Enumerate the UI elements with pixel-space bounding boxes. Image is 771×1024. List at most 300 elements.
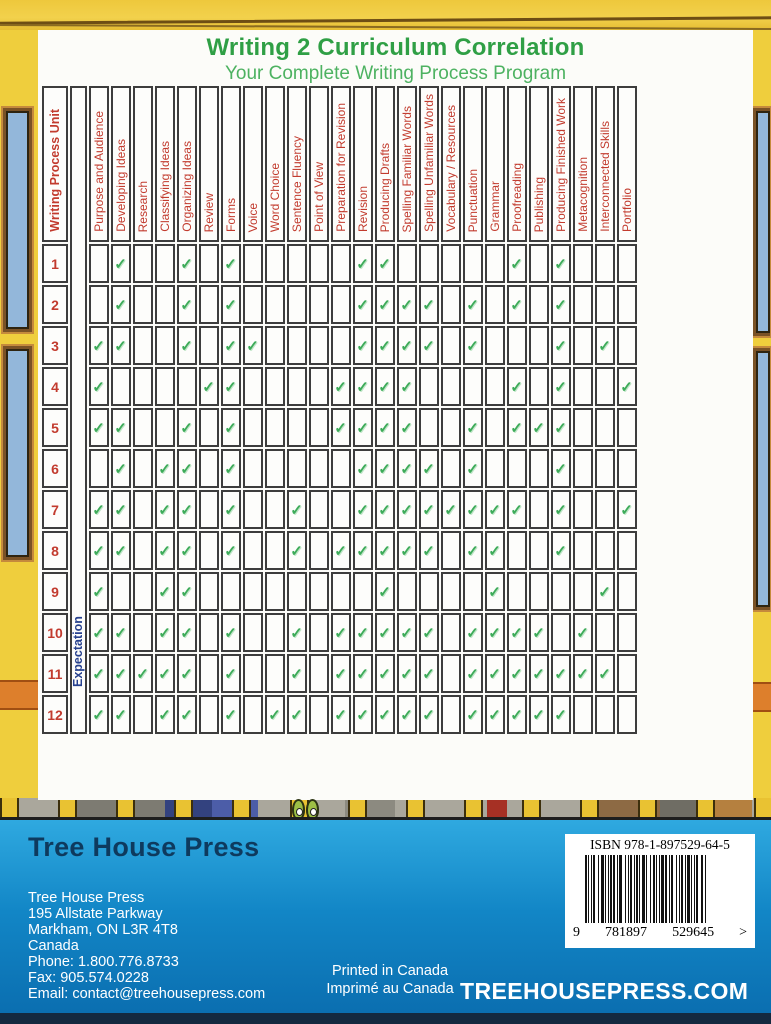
column-header — [133, 86, 153, 242]
check-cell: ✓ — [331, 408, 351, 447]
empty-cell — [485, 285, 505, 324]
empty-cell — [133, 613, 153, 652]
empty-cell — [243, 408, 263, 447]
barcode-digit-group: 781897 — [605, 925, 648, 940]
check-cell: ✓ — [551, 285, 571, 324]
barcode-bar — [669, 855, 670, 923]
empty-cell — [353, 572, 373, 611]
check-cell: ✓ — [529, 408, 549, 447]
window-pane — [753, 108, 770, 336]
column-header-label: Voice — [245, 202, 260, 232]
check-cell: ✓ — [419, 326, 439, 365]
unit-number: 1 — [42, 244, 68, 283]
empty-cell — [309, 285, 329, 324]
unit-number: 2 — [42, 285, 68, 324]
empty-cell — [199, 285, 219, 324]
empty-cell — [441, 613, 461, 652]
column-header-label: Point of View — [311, 162, 326, 232]
check-cell: ✓ — [155, 613, 175, 652]
check-cell: ✓ — [111, 531, 131, 570]
check-cell: ✓ — [441, 490, 461, 529]
empty-cell — [155, 367, 175, 406]
empty-cell — [441, 408, 461, 447]
check-cell: ✓ — [155, 490, 175, 529]
empty-cell — [111, 572, 131, 611]
check-cell: ✓ — [573, 654, 593, 693]
empty-cell — [419, 572, 439, 611]
check-cell: ✓ — [397, 490, 417, 529]
empty-cell — [529, 449, 549, 488]
check-cell: ✓ — [177, 326, 197, 365]
empty-cell — [331, 285, 351, 324]
check-cell: ✓ — [375, 490, 395, 529]
check-cell: ✓ — [353, 531, 373, 570]
check-cell: ✓ — [89, 572, 109, 611]
check-cell: ✓ — [111, 654, 131, 693]
check-cell: ✓ — [155, 572, 175, 611]
check-cell: ✓ — [397, 285, 417, 324]
column-header — [529, 86, 549, 242]
empty-cell — [243, 449, 263, 488]
page-subtitle: Your Complete Writing Process Program — [224, 63, 567, 84]
check-cell: ✓ — [287, 613, 307, 652]
check-cell: ✓ — [419, 654, 439, 693]
check-cell: ✓ — [463, 285, 483, 324]
table-row — [42, 326, 637, 365]
table-row — [42, 572, 637, 611]
check-cell: ✓ — [397, 531, 417, 570]
check-cell: ✓ — [177, 695, 197, 734]
check-cell: ✓ — [177, 244, 197, 283]
check-cell: ✓ — [221, 285, 241, 324]
check-cell: ✓ — [331, 695, 351, 734]
check-cell: ✓ — [595, 326, 615, 365]
empty-cell — [199, 326, 219, 365]
column-header — [243, 86, 263, 242]
column-header-label: Proofreading — [509, 163, 524, 232]
check-cell: ✓ — [375, 244, 395, 283]
table-row — [42, 654, 637, 693]
empty-cell — [243, 367, 263, 406]
empty-cell — [199, 408, 219, 447]
empty-cell — [595, 531, 615, 570]
empty-cell — [397, 572, 417, 611]
empty-cell — [287, 367, 307, 406]
empty-cell — [485, 449, 505, 488]
empty-cell — [309, 490, 329, 529]
check-cell: ✓ — [463, 695, 483, 734]
column-header — [287, 86, 307, 242]
empty-cell — [309, 326, 329, 365]
barcode-bar — [619, 855, 622, 923]
column-header-label: Preparation for Revision — [333, 103, 348, 232]
empty-cell — [485, 326, 505, 365]
empty-cell — [529, 572, 549, 611]
barcode-bar — [659, 855, 660, 923]
check-cell: ✓ — [89, 490, 109, 529]
check-cell: ✓ — [111, 695, 131, 734]
column-header-label: Word Choice — [267, 162, 282, 232]
check-cell: ✓ — [221, 449, 241, 488]
check-cell: ✓ — [485, 572, 505, 611]
check-cell: ✓ — [177, 449, 197, 488]
empty-cell — [529, 490, 549, 529]
empty-cell — [89, 449, 109, 488]
check-cell: ✓ — [111, 285, 131, 324]
check-cell: ✓ — [221, 654, 241, 693]
check-cell: ✓ — [463, 326, 483, 365]
check-cell: ✓ — [221, 326, 241, 365]
check-cell: ✓ — [177, 490, 197, 529]
unit-number: 5 — [42, 408, 68, 447]
corner-header — [42, 86, 68, 242]
empty-cell — [485, 408, 505, 447]
strip-patch — [660, 798, 700, 820]
check-cell: ✓ — [89, 695, 109, 734]
check-cell: ✓ — [507, 490, 527, 529]
empty-cell — [133, 490, 153, 529]
empty-cell — [243, 572, 263, 611]
table-row — [42, 367, 637, 406]
empty-cell — [133, 285, 153, 324]
check-cell: ✓ — [89, 408, 109, 447]
isbn-barcode — [565, 834, 755, 948]
check-cell: ✓ — [551, 531, 571, 570]
text-line: Phone: 1.800.776.8733 — [28, 954, 179, 970]
empty-cell — [331, 572, 351, 611]
check-cell: ✓ — [375, 408, 395, 447]
empty-cell — [221, 572, 241, 611]
empty-cell — [441, 695, 461, 734]
check-cell: ✓ — [265, 695, 285, 734]
empty-cell — [265, 613, 285, 652]
column-header-label: Spelling Familiar Words — [399, 105, 414, 232]
empty-cell — [331, 244, 351, 283]
unit-number: 9 — [42, 572, 68, 611]
empty-cell — [573, 408, 593, 447]
empty-cell — [309, 367, 329, 406]
table-row — [42, 449, 637, 488]
barcode-bar — [598, 855, 599, 923]
empty-cell — [507, 449, 527, 488]
check-cell: ✓ — [397, 326, 417, 365]
empty-cell — [309, 531, 329, 570]
empty-cell — [199, 572, 219, 611]
empty-cell — [133, 326, 153, 365]
empty-cell — [309, 613, 329, 652]
check-cell: ✓ — [177, 613, 197, 652]
empty-cell — [529, 326, 549, 365]
empty-cell — [265, 531, 285, 570]
wall-left-strip — [0, 30, 38, 800]
empty-cell — [265, 572, 285, 611]
check-cell: ✓ — [221, 695, 241, 734]
check-cell: ✓ — [617, 367, 637, 406]
check-cell: ✓ — [485, 654, 505, 693]
barcode-bars — [585, 855, 743, 923]
unit-number: 3 — [42, 326, 68, 365]
empty-cell — [243, 531, 263, 570]
empty-cell — [573, 367, 593, 406]
empty-cell — [133, 408, 153, 447]
empty-cell — [199, 531, 219, 570]
check-cell: ✓ — [155, 654, 175, 693]
check-cell: ✓ — [507, 613, 527, 652]
expectation-header-label: Expectation — [71, 616, 85, 688]
empty-cell — [617, 408, 637, 447]
table-row — [42, 613, 637, 652]
table-row — [42, 531, 637, 570]
barcode-bar — [613, 855, 615, 923]
column-header — [573, 86, 593, 242]
check-cell: ✓ — [89, 367, 109, 406]
check-cell: ✓ — [485, 490, 505, 529]
empty-cell — [617, 613, 637, 652]
check-cell: ✓ — [353, 367, 373, 406]
empty-cell — [243, 613, 263, 652]
empty-cell — [595, 367, 615, 406]
column-header — [375, 86, 395, 242]
empty-cell — [265, 654, 285, 693]
empty-cell — [309, 654, 329, 693]
check-cell: ✓ — [221, 613, 241, 652]
check-cell: ✓ — [485, 613, 505, 652]
empty-cell — [111, 367, 131, 406]
empty-cell — [243, 285, 263, 324]
check-cell: ✓ — [507, 285, 527, 324]
barcode-bar — [679, 855, 680, 923]
column-header-label: Review — [201, 192, 216, 232]
column-header — [177, 86, 197, 242]
check-cell: ✓ — [463, 613, 483, 652]
check-cell: ✓ — [353, 244, 373, 283]
barcode-bar — [610, 855, 612, 923]
empty-cell — [573, 244, 593, 283]
empty-cell — [595, 285, 615, 324]
text-line: Imprimé au Canada — [326, 981, 454, 997]
empty-cell — [595, 695, 615, 734]
table-row — [42, 408, 637, 447]
empty-cell — [155, 244, 175, 283]
check-cell: ✓ — [551, 367, 571, 406]
empty-cell — [243, 244, 263, 283]
column-header-label: Sentence Fluency — [289, 135, 304, 232]
empty-cell — [199, 449, 219, 488]
empty-cell — [419, 408, 439, 447]
check-cell: ✓ — [155, 695, 175, 734]
check-cell: ✓ — [551, 695, 571, 734]
empty-cell — [287, 285, 307, 324]
column-header — [507, 86, 527, 242]
empty-cell — [441, 244, 461, 283]
check-cell: ✓ — [595, 654, 615, 693]
check-cell: ✓ — [353, 449, 373, 488]
check-cell: ✓ — [287, 490, 307, 529]
check-cell: ✓ — [419, 449, 439, 488]
check-cell: ✓ — [397, 449, 417, 488]
unit-number: 12 — [42, 695, 68, 734]
check-cell: ✓ — [595, 572, 615, 611]
column-header — [397, 86, 417, 242]
correlation-panel — [38, 30, 753, 800]
check-cell: ✓ — [375, 367, 395, 406]
check-cell: ✓ — [243, 326, 263, 365]
text-line: Tree House Press — [28, 890, 145, 906]
correlation-table — [40, 84, 639, 736]
check-cell: ✓ — [507, 654, 527, 693]
empty-cell — [287, 244, 307, 283]
check-cell: ✓ — [507, 244, 527, 283]
wall-right-strip — [752, 30, 771, 800]
check-cell: ✓ — [177, 531, 197, 570]
empty-cell — [133, 695, 153, 734]
barcode-digit-group: > — [739, 925, 747, 940]
barcode-bar — [650, 855, 651, 923]
empty-cell — [265, 449, 285, 488]
barcode-bar — [639, 855, 640, 923]
empty-cell — [309, 695, 329, 734]
classroom-characters-strip — [0, 798, 771, 820]
window-pane — [753, 348, 770, 610]
empty-cell — [89, 285, 109, 324]
empty-cell — [133, 531, 153, 570]
barcode-bar — [634, 855, 635, 923]
empty-cell — [309, 244, 329, 283]
empty-cell — [463, 244, 483, 283]
check-cell: ✓ — [375, 285, 395, 324]
check-cell: ✓ — [221, 490, 241, 529]
barcode-bar — [588, 855, 589, 923]
strip-patch — [212, 798, 258, 820]
column-header — [551, 86, 571, 242]
column-header — [89, 86, 109, 242]
empty-cell — [573, 695, 593, 734]
empty-cell — [573, 326, 593, 365]
column-header-label: Portfolio — [619, 187, 634, 232]
barcode-bar — [642, 855, 645, 923]
table-row — [42, 285, 637, 324]
column-header — [463, 86, 483, 242]
check-cell: ✓ — [221, 531, 241, 570]
creature-eye — [306, 799, 319, 820]
column-header-label: Grammar — [487, 181, 502, 232]
column-header — [155, 86, 175, 242]
empty-cell — [441, 367, 461, 406]
empty-cell — [617, 531, 637, 570]
empty-cell — [441, 326, 461, 365]
check-cell: ✓ — [331, 654, 351, 693]
check-cell: ✓ — [111, 613, 131, 652]
strip-patch — [165, 798, 212, 820]
check-cell: ✓ — [463, 408, 483, 447]
empty-cell — [397, 244, 417, 283]
column-header-label: Research — [135, 180, 150, 232]
empty-cell — [463, 367, 483, 406]
empty-cell — [265, 367, 285, 406]
empty-cell — [287, 572, 307, 611]
table-row — [42, 695, 637, 734]
empty-cell — [617, 654, 637, 693]
empty-cell — [529, 367, 549, 406]
check-cell: ✓ — [551, 244, 571, 283]
column-header-label: Developing Ideas — [113, 139, 128, 232]
column-header-label: Producing Finished Work — [553, 98, 568, 232]
text-line: Fax: 905.574.0228 — [28, 970, 149, 986]
unit-number: 4 — [42, 367, 68, 406]
check-cell: ✓ — [419, 490, 439, 529]
check-cell: ✓ — [177, 285, 197, 324]
column-header — [199, 86, 219, 242]
table-row — [42, 490, 637, 529]
text-line: Canada — [28, 938, 79, 954]
barcode-bar — [625, 855, 626, 923]
barcode-bar — [661, 855, 664, 923]
check-cell: ✓ — [353, 613, 373, 652]
empty-cell — [89, 244, 109, 283]
publisher-footer — [0, 820, 771, 1024]
check-cell: ✓ — [331, 613, 351, 652]
text-line: Email: contact@treehousepress.com — [28, 986, 266, 1002]
check-cell: ✓ — [463, 490, 483, 529]
empty-cell — [155, 408, 175, 447]
strip-patch — [345, 798, 395, 820]
check-cell: ✓ — [375, 695, 395, 734]
empty-cell — [441, 285, 461, 324]
empty-cell — [133, 367, 153, 406]
empty-cell — [243, 490, 263, 529]
empty-cell — [419, 244, 439, 283]
column-header — [441, 86, 461, 242]
empty-cell — [199, 613, 219, 652]
empty-cell — [309, 408, 329, 447]
column-header — [485, 86, 505, 242]
column-header-label: Interconnected Skills — [597, 121, 612, 232]
column-header-label: Spelling Unfamiliar Words — [421, 94, 436, 232]
window-pane — [3, 108, 32, 332]
empty-cell — [133, 572, 153, 611]
wall-orange-band — [0, 680, 38, 710]
check-cell: ✓ — [199, 367, 219, 406]
check-cell: ✓ — [419, 285, 439, 324]
empty-cell — [331, 326, 351, 365]
empty-cell — [177, 367, 197, 406]
barcode-bar — [676, 855, 677, 923]
empty-cell — [199, 654, 219, 693]
barcode-digits — [573, 925, 747, 941]
check-cell: ✓ — [551, 408, 571, 447]
empty-cell — [485, 367, 505, 406]
barcode-bar — [685, 855, 686, 923]
empty-cell — [287, 449, 307, 488]
barcode-bar — [687, 855, 690, 923]
column-header — [595, 86, 615, 242]
corner-header-label: Writing Process Unit — [47, 109, 62, 232]
unit-number: 7 — [42, 490, 68, 529]
empty-cell — [441, 654, 461, 693]
check-cell: ✓ — [485, 531, 505, 570]
isbn-text: ISBN 978-1-897529-64-5 — [590, 837, 730, 852]
empty-cell — [155, 285, 175, 324]
text-line: 195 Allstate Parkway — [28, 906, 163, 922]
barcode-bar — [705, 855, 706, 923]
barcode-bar — [630, 855, 632, 923]
check-cell: ✓ — [463, 449, 483, 488]
empty-cell — [199, 490, 219, 529]
check-cell: ✓ — [353, 654, 373, 693]
check-cell: ✓ — [221, 408, 241, 447]
empty-cell — [155, 326, 175, 365]
empty-cell — [287, 408, 307, 447]
